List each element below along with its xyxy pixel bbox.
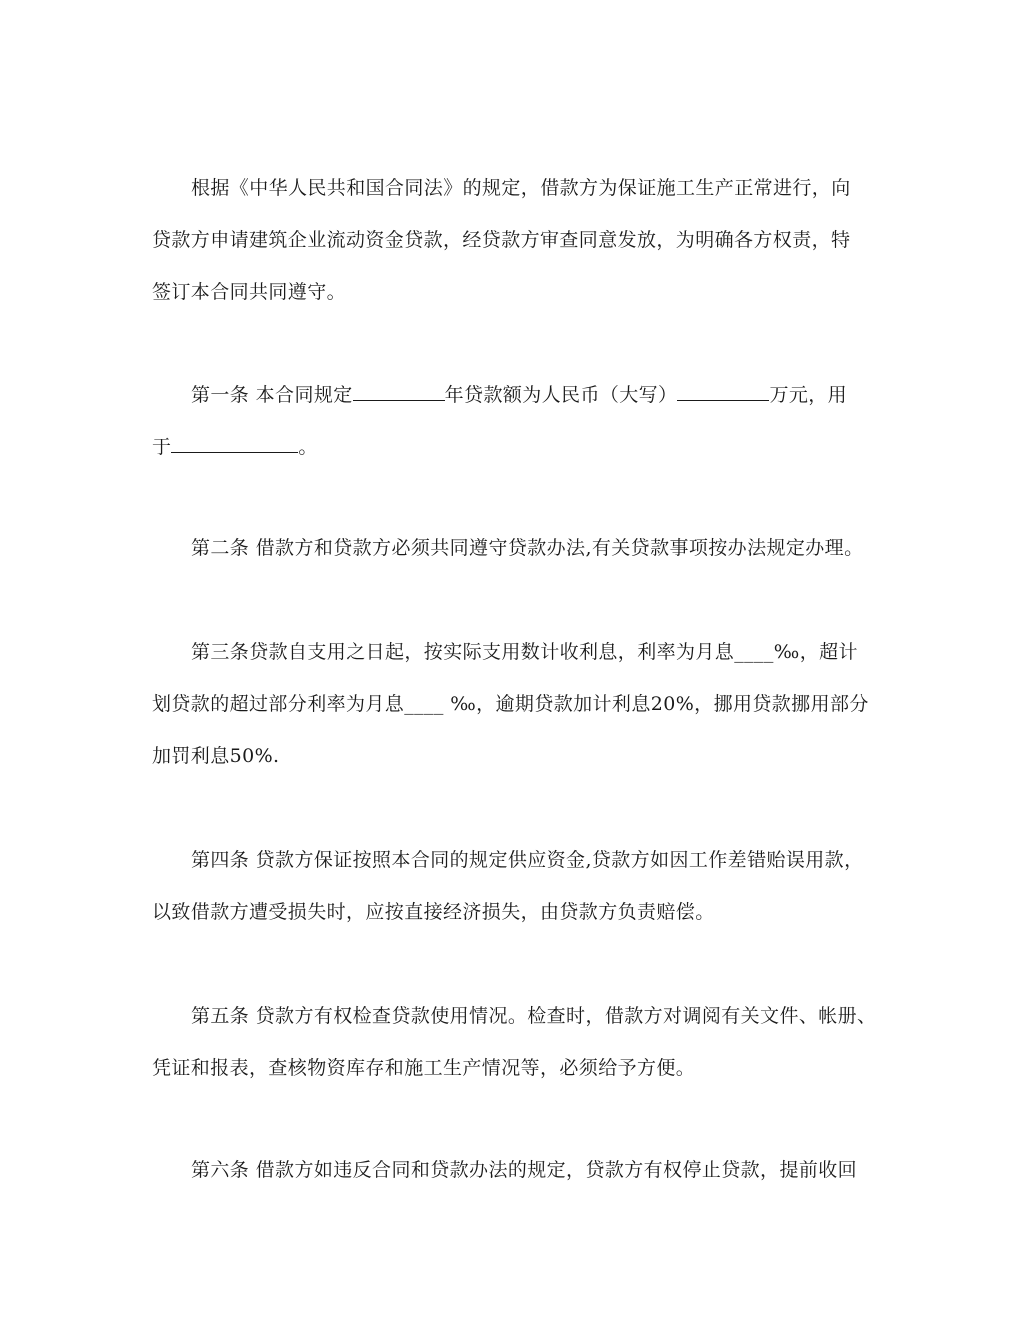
intro-line-3: 签订本合同共同遵守。	[152, 281, 347, 303]
article-3-line-1: 第三条贷款自支用之日起，按实际支用数计收利息，利率为月息____‰，超计	[191, 641, 858, 663]
article-5-line-2: 凭证和报表，查核物资库存和施工生产情况等，必须给予方便。	[152, 1057, 696, 1079]
article-3-line-3: 加罚利息50%.	[152, 745, 280, 767]
amount-blank	[677, 382, 769, 401]
intro-line-1: 根据《中华人民共和国合同法》的规定，借款方为保证施工生产正常进行，向	[191, 177, 851, 199]
article-1-text-d: 于	[152, 436, 172, 458]
article-1-text-b: 年贷款额为人民币（大写）	[444, 384, 678, 406]
article-4-line-2: 以致借款方遭受损失时，应按直接经济损失，由贷款方负责赔偿。	[152, 901, 715, 923]
article-1-text-c: 万元，用	[769, 384, 848, 406]
article-4-line-1: 第四条 贷款方保证按照本合同的规定供应资金,贷款方如因工作差错贻误用款，	[191, 849, 864, 871]
intro-line-2: 贷款方申请建筑企业流动资金贷款，经贷款方审查同意发放，为明确各方权责，特	[152, 229, 851, 251]
article-6-line-1: 第六条 借款方如违反合同和贷款办法的规定，贷款方有权停止贷款，提前收回	[191, 1159, 858, 1181]
article-1-line-1	[191, 382, 847, 407]
article-1-text-e: 。	[298, 436, 318, 458]
purpose-blank	[171, 434, 298, 453]
article-1-line-2	[152, 434, 318, 459]
article-5-line-1: 第五条 贷款方有权检查贷款使用情况。检查时，借款方对调阅有关文件、帐册、	[191, 1005, 877, 1027]
article-1-text-a: 第一条 本合同规定	[191, 384, 353, 406]
article-2-line-1: 第二条 借款方和贷款方必须共同遵守贷款办法,有关贷款事项按办法规定办理。	[191, 537, 864, 559]
year-blank	[353, 382, 445, 401]
article-3-line-2: 划贷款的超过部分利率为月息____ ‰，逾期贷款加计利息20%，挪用贷款挪用部分	[152, 693, 869, 715]
